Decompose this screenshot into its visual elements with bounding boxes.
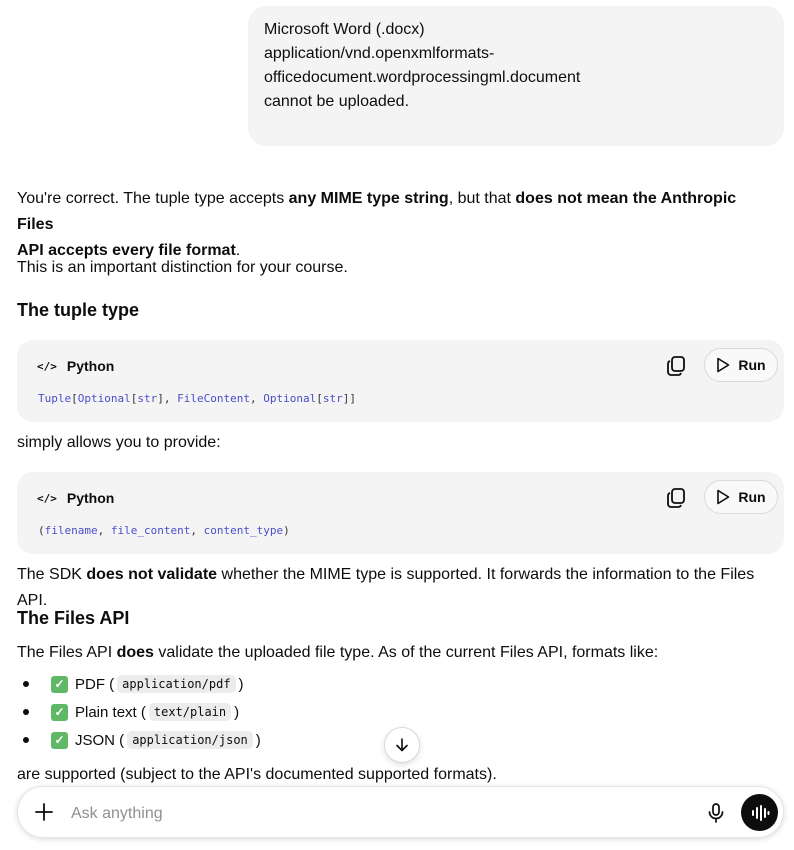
copy-icon[interactable]	[664, 354, 688, 378]
response-paragraph: are supported (subject to the API's documented supported formats).	[17, 766, 497, 783]
code-token: file_content	[110, 524, 191, 537]
check-box-icon: ✓	[51, 676, 68, 693]
code-line	[38, 392, 356, 405]
text-span: validate the uploaded file type. As of the current Files API, formats like:	[153, 644, 659, 661]
response-paragraph	[17, 186, 777, 264]
message-input[interactable]	[69, 801, 673, 827]
code-language: Python	[66, 358, 115, 374]
code-token: [	[316, 392, 323, 405]
play-icon	[716, 489, 730, 505]
bold-text: does not validate	[86, 566, 218, 583]
user-message-line: Microsoft Word (.docx)	[264, 21, 425, 38]
text-span: The Files API	[17, 644, 117, 661]
code-token: str	[322, 392, 343, 405]
code-token: ]]	[342, 392, 356, 405]
run-label: Run	[738, 357, 766, 373]
code-token: [	[130, 392, 138, 405]
code-token: Optional	[263, 392, 317, 405]
formats-list	[17, 670, 261, 754]
code-language: Python	[66, 490, 115, 506]
bold-text: does not mean the Anthropic Files	[17, 190, 737, 233]
code-header	[37, 490, 114, 506]
list-item: ✓ PDF ( application/pdf )	[17, 670, 261, 698]
text-span: You're correct. The tuple type accepts	[17, 190, 289, 207]
format-label: JSON	[75, 731, 116, 749]
response-paragraph: This is an important distinction for your course.	[17, 259, 348, 276]
code-token: Tuple	[38, 392, 72, 405]
response-paragraph	[17, 562, 787, 614]
code-token: Optional	[77, 392, 131, 405]
code-token: ,	[97, 524, 111, 537]
code-header	[37, 358, 114, 374]
code-token: FileContent	[177, 392, 250, 405]
check-box-icon: ✓	[51, 732, 68, 749]
microphone-icon[interactable]	[704, 801, 728, 825]
text-span: whether the MIME type is supported. It forwards the information to the Files API.	[17, 566, 755, 609]
run-label: Run	[738, 489, 766, 505]
list-item: ✓ Plain text ( text/plain )	[17, 698, 261, 726]
bold-text: any MIME type string	[288, 190, 449, 207]
response-paragraph	[17, 640, 787, 666]
bullet	[17, 681, 51, 687]
code-token: ,	[249, 392, 264, 405]
copy-icon[interactable]	[664, 486, 688, 510]
format-label: Plain text	[75, 703, 137, 721]
section-heading: The tuple type	[17, 300, 140, 320]
mime-code: text/plain	[149, 703, 231, 721]
code-token: (	[38, 524, 45, 537]
voice-mode-button[interactable]	[741, 794, 778, 831]
bullet	[17, 709, 51, 715]
composer	[17, 786, 784, 838]
code-token: filename	[44, 524, 98, 537]
code-block	[17, 472, 784, 554]
user-message-line: cannot be uploaded.	[264, 93, 410, 110]
run-button[interactable]	[704, 480, 778, 514]
check-box-icon: ✓	[51, 704, 68, 721]
text-span: , but that	[448, 190, 516, 207]
bullet	[17, 737, 51, 743]
code-icon: </>	[37, 359, 57, 373]
code-token: )	[283, 524, 290, 537]
play-icon	[716, 357, 730, 373]
voice-mode-icon	[750, 803, 770, 823]
code-block	[17, 340, 784, 422]
code-token: ,	[190, 524, 204, 537]
text-span: The SDK	[17, 566, 87, 583]
user-message-bubble	[248, 6, 784, 146]
code-token: str	[137, 392, 158, 405]
run-button[interactable]	[704, 348, 778, 382]
response-paragraph: simply allows you to provide:	[17, 434, 221, 451]
code-token: ],	[157, 392, 178, 405]
format-label: PDF	[75, 675, 105, 693]
code-icon: </>	[37, 491, 57, 505]
text-span: .	[235, 242, 241, 259]
section-heading: The Files API	[17, 608, 130, 628]
code-line	[38, 524, 290, 537]
code-token: [	[71, 392, 78, 405]
arrow-down-icon	[394, 737, 410, 753]
bold-text: does	[116, 644, 154, 661]
code-token: content_type	[203, 524, 284, 537]
bold-text: API accepts every file format	[17, 242, 236, 259]
user-message-line: application/vnd.openxmlformats-	[264, 45, 495, 62]
user-message-line: officedocument.wordprocessingml.document	[264, 69, 581, 86]
mime-code: application/pdf	[117, 675, 235, 693]
mime-code: application/json	[127, 731, 253, 749]
list-item: ✓ JSON ( application/json )	[17, 726, 261, 754]
scroll-down-button[interactable]	[384, 727, 420, 763]
plus-icon[interactable]	[32, 800, 56, 824]
